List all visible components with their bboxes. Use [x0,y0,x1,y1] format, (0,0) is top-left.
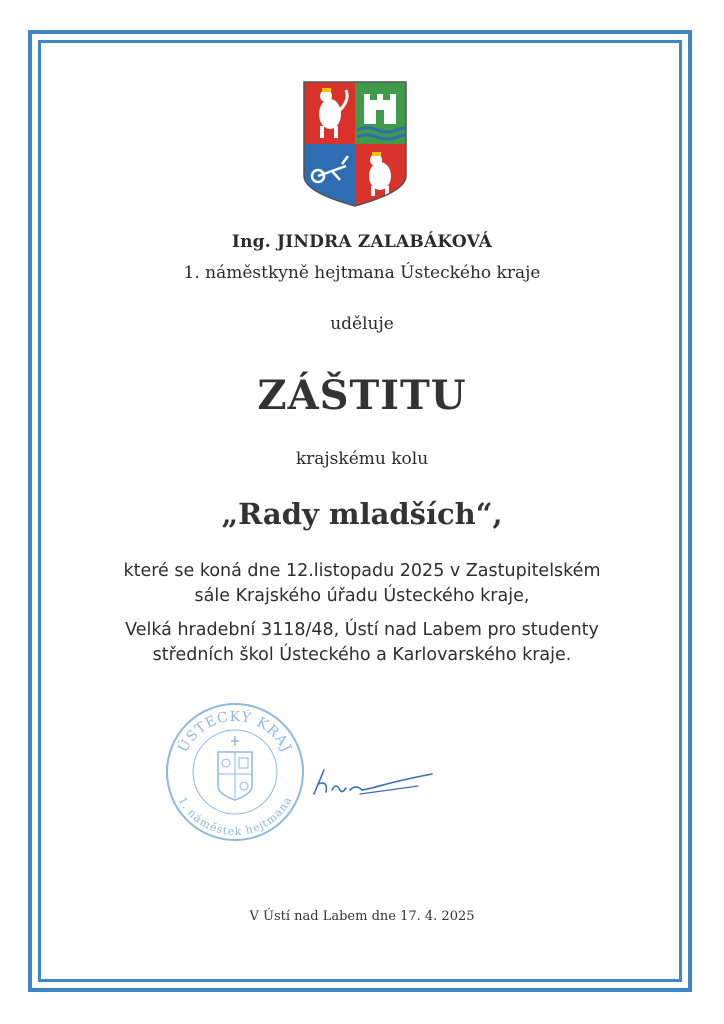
official-stamp-icon [160,694,310,844]
stamp-top-text: ÚSTECKÝ KRAJ [175,708,295,756]
grant-verb: uděluje [330,314,394,334]
event-title: „Rady mladších“, [221,497,503,531]
signature-icon [300,760,450,810]
svg-text:1. náměstek hejtmana [176,794,295,838]
issuer-name: Ing. JINDRA ZALABÁKOVÁ [231,232,493,252]
stamp-bottom-text: 1. náměstek hejtmana [175,794,295,839]
dateline: V Ústí nad Labem dne 17. 4. 2025 [249,909,475,924]
headline: ZÁŠTITU [257,372,467,419]
body-line-2: sále Krajského úřadu Ústeckého kraje, [194,586,530,606]
body-line-1: které se koná dne 12.listopadu 2025 v Zastupitelském [123,561,601,581]
issuer-role: 1. náměstkyně hejtmana Ústeckého kraje [183,263,541,283]
coat-of-arms-icon [302,80,408,208]
body-line-3: Velká hradební 3118/48, Ústí nad Labem pro studenty [125,620,599,640]
body-line-4: středních škol Ústeckého a Karlovarského kraje. [152,645,572,665]
recipient: krajskému kolu [295,449,429,469]
svg-text:ÚSTECKÝ KRAJ [174,707,295,755]
